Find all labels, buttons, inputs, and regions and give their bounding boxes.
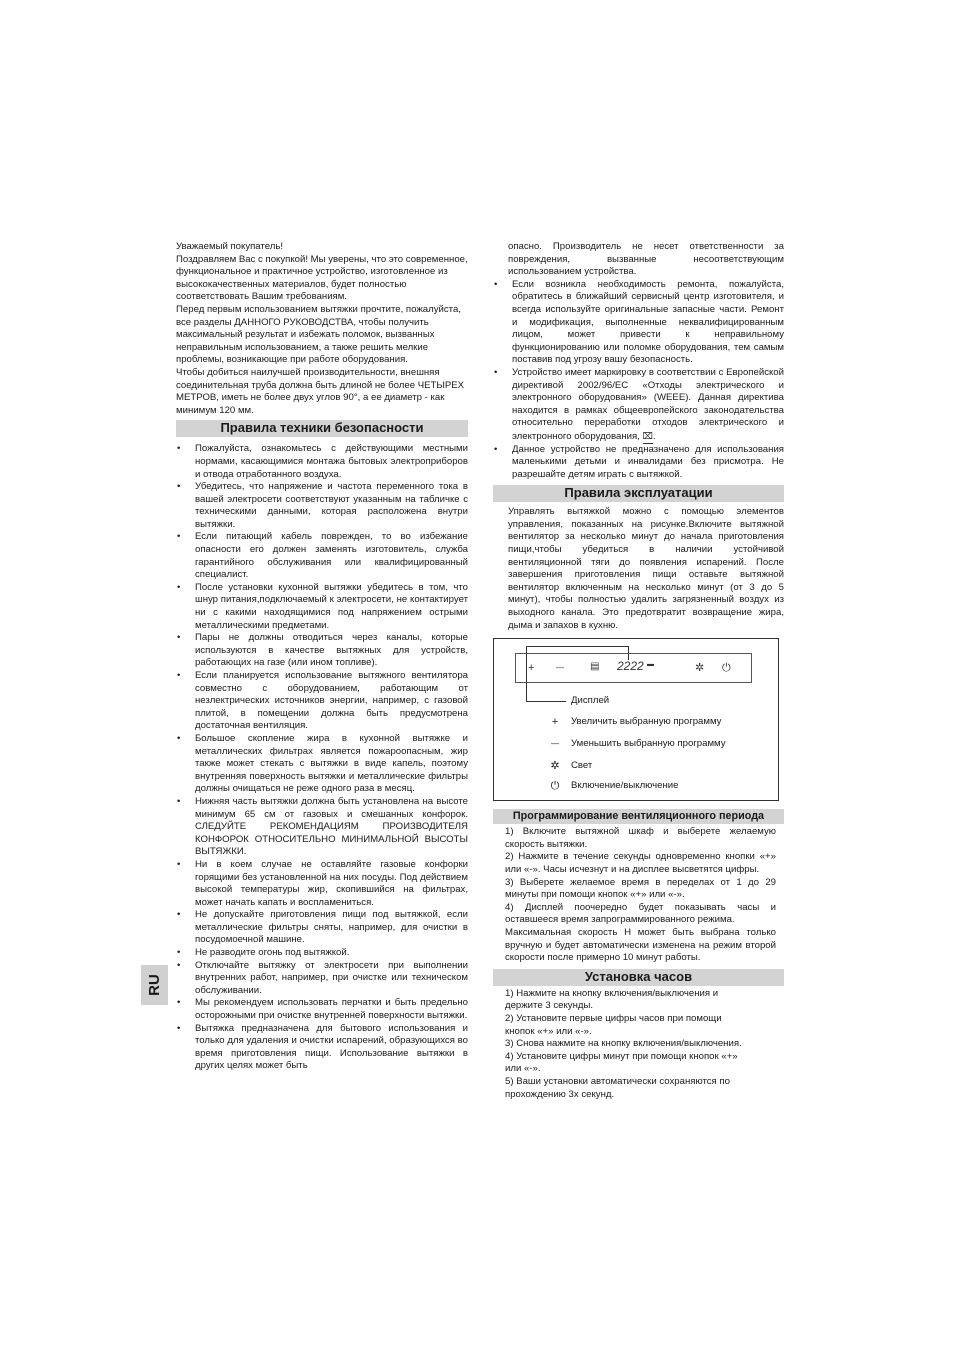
- list-item: [493, 367, 784, 444]
- weee-tail: .: [652, 430, 656, 442]
- list-item: • Если питающий кабель поврежден, то во избежание опасности его должен заменять изготовитель, служба гарантийного обслуживания или квалифицированный специалист.: [176, 531, 468, 581]
- control-panel-figure: [493, 638, 779, 801]
- intro-paragraph: Поздравляем Вас с покупкой! Мы уверены, что это современное, функциональное и практичное устройство, изготовленное из высококачественных материалов, будет полностью соответствовать Вашим требованиям.: [176, 253, 468, 303]
- list-item: • Пожалуйста, ознакомьтесь с действующими местными нормами, касающимися монтажа бытовых электроприборов и отвода отработанного воздуха.: [176, 443, 468, 481]
- operation-text: Управлять вытяжкой можно с помощью элементов управления, показанных на рисунке.Включите вытяжной вентилятор за несколько минут до начала приготовления пищи,чтобы убедиться в наличии устойчивой вентиляционной тяги до появления испарений. После завершения приготовления пищи оставьте вытяжной вентилятор включенным на несколько минут (от 3 до 5 минут), чтобы полностью удалить загрязненный воздух из выходного канала. Это предотвратит возвращение жира, дыма и запахов в кухню.: [508, 506, 784, 631]
- step: 1) Включите вытяжной шкаф и выберете желаемую скорость вытяжки.: [505, 826, 776, 850]
- legend-display: [571, 695, 609, 707]
- legend-light: [550, 760, 593, 773]
- fan-speed-icon: ▤: [590, 661, 600, 673]
- plus-icon: +: [528, 662, 535, 675]
- step: 2) Нажмите в течение секунды одновременно кнопки «+» или «-». Часы исчезнут и на дисплее высветятся цифры.: [505, 851, 776, 875]
- safety-list-continued: [493, 279, 784, 482]
- legend-label: Дисплей: [571, 695, 610, 707]
- power-icon: ⏻: [722, 662, 731, 675]
- list-item: • Большое скопление жира в кухонной вытяжке и металлических фильтрах является пожароопасным, жир также может стекать с вытяжки в виде капель, поэтому внутренняя поверхность вытяжки и металлические фильтры должны очищаться не реже одного раза в месяц.: [176, 733, 468, 796]
- plus-icon: +: [551, 716, 559, 729]
- list-item: • После установки кухонной вытяжки убедитесь в том, что шнур питания,подключаемый к электросети, не контактирует ни с какими находящимися под напряжением острыми металлическими предметами.: [176, 582, 468, 632]
- step: 3) Снова нажмите на кнопку включения/выключения.: [505, 1038, 742, 1050]
- greeting: Уважаемый покупатель!: [176, 241, 284, 252]
- minus-icon: —: [556, 663, 564, 673]
- display-pointer-line: [526, 646, 527, 701]
- programming-steps: [493, 826, 784, 965]
- legend-minus: [551, 738, 726, 750]
- step: 4) Установите цифры минут при помощи кнопок «+» или «-».: [505, 1050, 738, 1075]
- list-item: • Вытяжка предназначена для бытового использования и только для удаления и очистки испарений, образующихся во время приготовления пищи. Использование вытяжки в других целях может быть: [176, 1023, 468, 1073]
- list-item: • Если возникла необходимость ремонта, пожалуйста, обратитесь в ближайший сервисный центр изготовителя, и всегда используйте оригинальные запасные части. Ремонт и модификация, выполненные неквалифицированным лицом, может привести к неправильному функционированию или поломке оборудования, тем самым поставив под угрозу вашу безопасность.: [493, 279, 784, 367]
- step: 2) Установите первые цифры часов при помощи кнопок «+» или «-».: [505, 1012, 722, 1037]
- language-tab-label: RU: [146, 974, 163, 996]
- list-item: • Данное устройство не предназначено для использования маленькими детьми и инвалидами без присмотра. Не разрешайте детям играть с вытяжкой.: [493, 444, 784, 482]
- clock-steps: [493, 988, 784, 1101]
- safety-heading: Правила техники безопасности: [176, 420, 468, 437]
- list-item: • Пары не должны отводиться через каналы, которые используются в качестве вытяжных для устройств, работающих на газе (или ином топливе).: [176, 632, 468, 670]
- language-tab: [141, 965, 168, 1005]
- list-item: • Отключайте вытяжку от электросети при выполнении внутренних работ, например, при очистке или техническом обслуживании.: [176, 960, 468, 998]
- right-column: [493, 241, 784, 1101]
- control-panel: [515, 653, 752, 683]
- display-pointer-line: [526, 701, 566, 702]
- operation-heading: Правила эксплуатации: [493, 485, 784, 502]
- legend-plus: [551, 716, 722, 729]
- list-item: • Убедитесь, что напряжение и частота переменного тока в вашей электросети соответствуют указанным на табличке с техническими данными, которая расположена внутри вытяжки.: [176, 481, 468, 531]
- display-readout: 2222: [617, 659, 644, 674]
- display-pointer: [582, 646, 628, 647]
- intro-paragraph: Перед первым использованием вытяжки прочтите, пожалуйста, все разделы ДАННОГО РУКОВОДСТВА, чтобы получить максимальный результат и избежать поломок, вызванных неправильным использованием, а также решить мелкие проблемы, возникающие при работе оборудования.: [176, 303, 461, 366]
- timer-icon: ▬: [647, 661, 654, 669]
- intro-paragraph: Чтобы добиться наилучшей производительности, внешняя соединительная труба должна быть длиной не более ЧЕТЫРЕХ МЕТРОВ, иметь не более двух углов 90°, а ее диаметр - как минимум 120 мм.: [176, 366, 465, 416]
- legend-label: Свет: [571, 760, 593, 772]
- list-item: • Нижняя часть вытяжки должна быть установлена на высоте минимум 65 см от газовых и смешанных конфорок. СЛЕДУЙТЕ РЕКОМЕНДАЦИЯМ ПРОИЗВОДИТЕЛЯ КОНФОРОК ОТНОСИТЕЛЬНО МИНИМАЛЬНОЙ ВЫСОТЫ ВЫТЯЖКИ.: [176, 796, 468, 859]
- light-icon: ✲: [695, 662, 705, 675]
- legend-label: Включение/выключение: [571, 780, 679, 792]
- programming-heading: Программирование вентиляционного периода: [493, 809, 784, 824]
- step: 1) Нажмите на кнопку включения/выключения и держите 3 секунды.: [505, 987, 719, 1012]
- legend-label: Увеличить выбранную программу: [571, 716, 722, 728]
- list-item: • Мы рекомендуем использовать перчатки и быть предельно осторожными при очистке внутренней поверхности вытяжки.: [176, 997, 468, 1022]
- left-column: [176, 241, 468, 1073]
- minus-icon: —: [551, 739, 559, 749]
- continuation-text: опасно. Производитель не несет ответственности за повреждения, вызванные несоответствующим использованием устройства.: [508, 241, 784, 278]
- power-icon: ⏻: [550, 780, 560, 793]
- step: 4) Дисплей поочередно будет показывать часы и оставшееся время запрограммированного режима.: [505, 901, 776, 926]
- weee-bin-icon: ⌧: [643, 430, 653, 444]
- legend-power: [550, 780, 679, 793]
- light-icon: ✲: [550, 760, 560, 773]
- safety-list: [176, 443, 468, 1073]
- list-item: • Не разводите огонь под вытяжкой.: [176, 947, 468, 960]
- list-item: • Ни в коем случае не оставляйте газовые конфорки горящими без установленной на них посуды. Под действием высокой температуры жир, скопившийся на фильтрах, может начать капать и воспламениться.: [176, 859, 468, 909]
- step: 3) Выберете желаемое время в переделах от 1 до 29 минуты при помощи кнопок «+» или «-».: [505, 876, 776, 901]
- list-item: • Не допускайте приготовления пищи под вытяжкой, если металлические фильтры сняты, например, для очистки в посудомоечной машине.: [176, 909, 468, 947]
- display-pointer: [628, 646, 629, 660]
- legend-label: Уменьшить выбранную программу: [571, 738, 726, 750]
- clock-heading: Установка часов: [493, 969, 784, 986]
- list-item: • Если планируется использование вытяжного вентилятора совместно с оборудованием, работающим от незлектрических источников энергии, например, с газовой плитой, в помещении должна быть предусмотрена достаточная вентиляция.: [176, 670, 468, 733]
- display-pointer-line: [526, 646, 582, 647]
- programming-note: Максимальная скорость H может быть выбрана только вручную и будет автоматически изменена на режим второй скорости после примерно 10 минут работы.: [505, 926, 776, 964]
- step: 5) Ваши установки автоматически сохраняются по прохождению 3х секунд.: [505, 1075, 730, 1100]
- weee-text: Устройство имеет маркировку в соответствии с Европейской директивой 2002/96/ЕС «Отходы электрического и электронного оборудования» (WEEE). Данная директива находится в рамках общеевропейского законодательства относительно переработки отходов электрического и электронного оборудования,: [512, 366, 784, 442]
